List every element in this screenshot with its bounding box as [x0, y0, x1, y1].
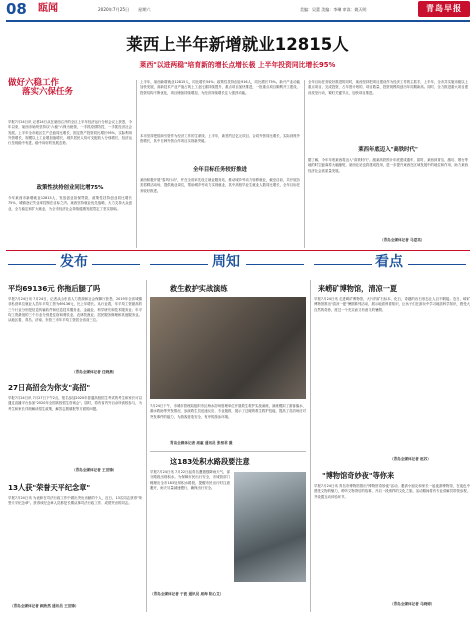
rescue-drill-photo [150, 297, 306, 399]
story-byline-wages: （青岛全媒体记者 任晓燕） [72, 370, 117, 374]
story-headline-wages: 平均69136元 你拖后腿了吗 [8, 284, 101, 293]
story-divider [150, 451, 306, 452]
story-text-flooding: 早报7月24日讯 7月22日起青岛遭遇强降雨天气，部分路段出现积水。为保障市民出行安全，市城管部门梳理出全市183处易积水路段，提醒市民出行时注意避开，雨天尽量减速慢行，确保出行安全。 [150, 470, 230, 490]
story-byline-flooding: （青岛全媒体记者 于波 通讯员 周海 阳心艾） [150, 592, 224, 596]
story-headline-rescue: 救生救护实战演练 [170, 284, 228, 293]
header-rule [6, 20, 470, 22]
story-headline-medal: 13人获"荣誉天平纪念章" [8, 483, 91, 492]
main-col3-text: 全年目标任务较好推进的同时，莱西坚持把项目建设作为经济工作的主抓手，上半年，全市共实施市级以上重点项目，完成投资，占年度计划的，项目数量、投资规模均创历年同期新高。同时，全力推进重大项目建设攻坚行动，紧盯关键节点，加快项目推进。 [308, 80, 468, 95]
section-deco-line [92, 264, 140, 265]
main-col3-subheading: 莱西年底迈入"高铁时代" [358, 147, 418, 153]
story-byline-museum: （青岛全媒体记者 赵苏） [390, 457, 431, 461]
story-text-rescue: 7月24日下午，市城市管理局组织市区海水浴场管理单位开展救生救护实战演练，演练模拟了游客落水、溺水救助等突发情况，参演救生员迅速反应、专业施救，展示了过硬的救生救护技能，提高了各浴场应对突发事件的能力，为游客营造安全、有序的游泳环境。 [150, 404, 306, 419]
main-col2-text: 上半年，莱西新增就业12815人，同比增长54%；政策性扶持创业916人，同比增长75%。新兴产业动能加快发展，高新技术产业产值占规上工业比重持续提升，重点项目加快推进，一批重点项目顺利开工建设，投资结构不断优化，项目储备持续增加，为经济持续增长注入强劲动能。 [140, 80, 300, 95]
main-col1-text: 早报7月24日讯 记者24日从在莱西召开的全区上半年经济运行分析会议上获悉，今年以来，莱西市始终坚持以"六稳"六保为统领，一手抓疫情防控，一手抓经济社会发展，上半年全市地区生产总值同比增长，固定资产投资同比增长95%，实际利用外资增长，规模以上工业增加值增长，城乡居民人均可支配收入分别增长，经济运行呈现稳中有进、稳中向好的发展态势。 [8, 120, 132, 146]
section-header-kandian: 看点 [375, 254, 403, 270]
column-divider [304, 80, 305, 248]
story-headline-museum: 来崂矿博物馆，清凉一夏 [318, 284, 398, 293]
main-subheadline: 莱西"以进两稳"培育新的增长点增长极 上半年投资同比增长95% [139, 61, 336, 69]
six-stability-banner [8, 79, 80, 117]
issue-date: 2020年7月25日 [98, 7, 130, 12]
main-col1-text-2: 今年莱西市新增就业12815人，发放创业担保贷款，政策性扶持创业同比增长75%，城镇登记失业率控制在目标之内。莱西坚持就业优先战略，大力支持大众创业，全力稳定和扩大就业，为全市经济社会持续健康发展奠定了坚实基础。 [8, 196, 132, 211]
story-byline-museum-night: （青岛全媒体记者 马晓婷） [390, 602, 435, 606]
banner-line-1: 做好六稳工作 [8, 78, 60, 88]
story-text-museum-night: 早报7月24日讯 青岛市博物馆推出"博物馆奇妙夜"活动，邀请小朋友和家长一起夜游博物馆，在夜色中感受文物的魅力，聆听文物背后的故事，开启一段别样的文化之旅。活动期间将有专业讲解员带领参观，并设置互动体验环节。 [314, 484, 470, 499]
section-name: 瓯闻 [38, 3, 58, 14]
section-deco-line [8, 264, 56, 265]
story-text-medal: 早报7月24日讯 为表彰在司法行政工作中做出突出贡献的个人，近日，13名同志获得"荣誉天平纪念章"。获得该纪念章人员都是长期从事司法行政工作、成绩突出的同志。 [8, 496, 142, 506]
issue-weekday: 星期六 [138, 7, 151, 12]
section-rule [6, 250, 470, 251]
story-text-admission: 早报7月24日讯 7月27日下午2点，报名参加2020年普通高校招生考试的考生和家长可以通过直播平台参加"2020年全国高校招生咨询会"。届时，将有省内外百余所高校参与，为考生和家长详细解读招生政策，解答志愿填报等方面的问题。 [8, 396, 142, 411]
main-col2-subheading: 全年目标任务较好推进 [193, 167, 247, 173]
main-col1-subheading: 政策性扶持创业同比增75% [36, 185, 104, 191]
section-header-fabu: 发布 [60, 254, 88, 270]
editor-credits: 美编：吴蕾 美编：李琳 审读：姚天明 [300, 7, 367, 12]
section-deco-line [246, 264, 304, 265]
main-col3-text-2: 据了解，今年年底莱西将迈入"高铁时代"。潍莱高铁预计年底建成通车，届时，莱西到青岛、潍坊、烟台等地的时空距离将大幅缩短，莱西北站也将建成投用，进一步提升莱西在区域发展中的地位和作用，助力莱西经济社会高质量发展。 [308, 158, 468, 173]
main-col2-text-3: 莱西积极开展"春风行动"，并在全省率先设立就业服务站，推动城乡劳动力转移就业，截至目前，共开展各类招聘活动场，提供就业岗位，帮助城乡劳动力实现就业，其中高校毕业生就业人数同比增长，全年目标任务较好推进。 [140, 178, 300, 193]
page-header [0, 0, 475, 20]
section-deco-line [314, 264, 372, 265]
section-deco-line [150, 264, 208, 265]
section-deco-line [408, 264, 466, 265]
column-divider [146, 280, 147, 612]
main-headline: 莱西上半年新增就业12815人 [126, 35, 349, 54]
flooded-road-photo [234, 472, 306, 582]
section-header-zhouzhi: 周知 [212, 254, 240, 270]
banner-line-2: 落实六保任务 [22, 87, 74, 98]
main-byline: （青岛全媒体记者 马爱英） [380, 238, 425, 242]
newspaper-logo: 青岛早报 [418, 1, 470, 17]
main-col2-text-2: 本市坚持把招商引资作为经济工作的生命线，上半年，新签约过亿元项目，合同外资同比增长，实际到账外资增长，其中日韩外资合作项目实现新突破。 [140, 134, 300, 144]
page-number: 08 [6, 0, 27, 18]
story-headline-flooding: 这183处积水路段要注意 [170, 457, 250, 466]
story-headline-museum-night: "博物馆奇妙夜"等你来 [322, 471, 395, 480]
photo-credit-rescue: 青岛全媒体记者 周惠 通讯员 张相君 摄 [170, 441, 233, 445]
story-byline-admission: （青岛全媒体记者 王世锋） [72, 468, 117, 472]
column-divider [136, 80, 137, 248]
story-byline-medal: （青岛全媒体记者 顾欣然 通讯员 王世锋） [10, 604, 79, 608]
column-divider [310, 280, 311, 612]
story-text-wages: 早报7月24日讯 7月24日，记者从山东省人力资源和社会保障厅获悉，2019年全省城镇非私营单位就业人员年平均工资为69136元，比上年增长。从行业看，年平均工资最高的三个行业分别是信息传输软件和信息技术服务业、金融业、科学研究和技术服务业；年平均工资最低的三个行业分别是住宿和餐饮业、农林牧渔业、居民服务修理和其他服务业。从地区看，青岛、济南、东营三市年平均工资居全省前三位。 [8, 297, 142, 323]
story-headline-admission: 27日高招会为你支"高招" [8, 383, 91, 392]
story-text-museum: 早报7月24日讯 走进崂矿博物馆，大片的矿石标本、化石，奇趣的岩石形态让人目不暇接。近日，崂矿博物馆推出"清凉一夏"暑期系列活动，展示地质科普知识，让孩子们在游玩中学习地质科学知识，感受大自然的奇妙，度过一个充实而又有意义的暑假。 [314, 297, 470, 312]
